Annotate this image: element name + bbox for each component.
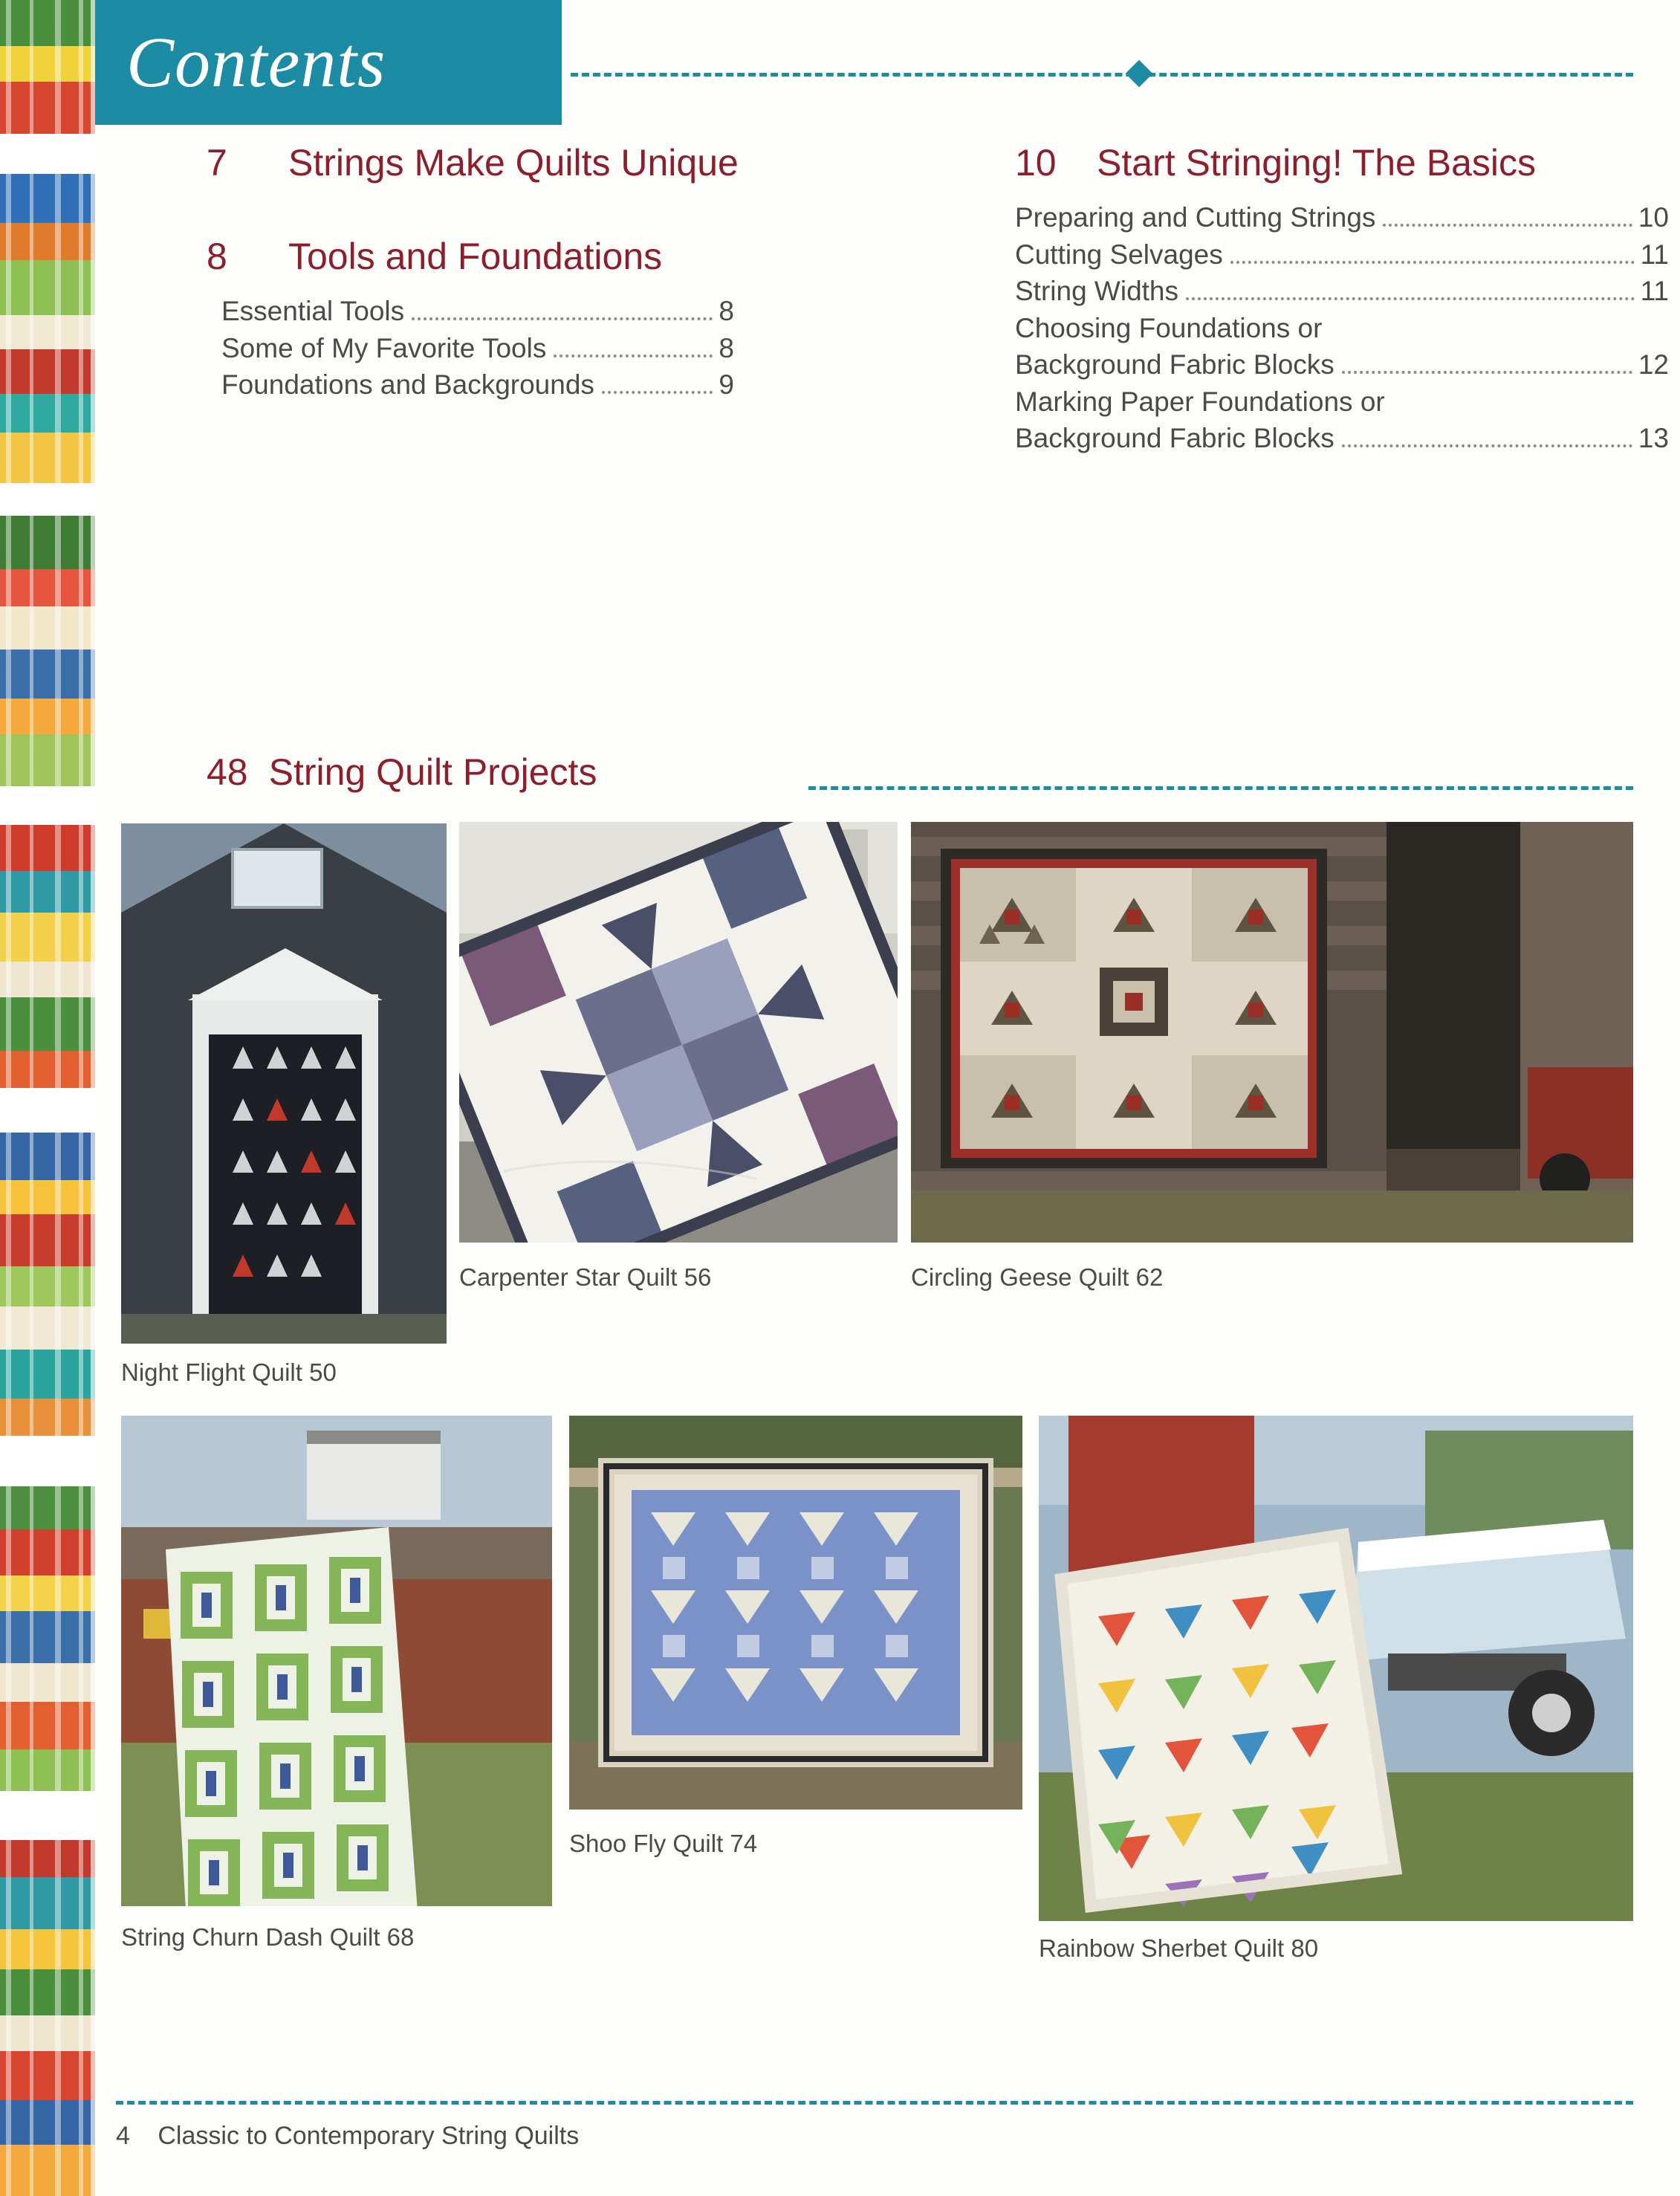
toc-section-page: 8 (207, 236, 227, 277)
page-body (95, 0, 1680, 2196)
project-caption-shoo-fly: Shoo Fly Quilt 74 (569, 1830, 758, 1857)
toc-entry[interactable] (1015, 236, 1669, 273)
toc-entry[interactable] (221, 366, 734, 404)
toc-section-heading[interactable] (207, 141, 994, 184)
toc-entry[interactable] (1015, 199, 1669, 236)
toc-section-heading[interactable] (207, 235, 994, 278)
project-photo-shoo-fly[interactable] (569, 1416, 1022, 1810)
footer-page-number: 4 (116, 2122, 130, 2150)
leader-dots (412, 317, 713, 320)
toc-section-title: Start Stringing! The Basics (1097, 142, 1537, 184)
toc-entry-label: String Widths (1015, 276, 1179, 307)
leader-dots (602, 391, 713, 394)
toc-entry-page: 11 (1640, 276, 1669, 307)
photo-art (569, 1416, 1022, 1810)
projects-divider (808, 786, 1633, 790)
project-photo-rainbow-sherbet[interactable] (1039, 1416, 1633, 1921)
toc-entry-page: 9 (719, 369, 734, 401)
toc-entry[interactable] (221, 293, 734, 330)
project-photo-string-churn-dash[interactable] (121, 1416, 552, 1906)
toc-entry-label: Preparing and Cutting Strings (1015, 202, 1376, 233)
toc-left-column (207, 141, 994, 404)
toc-entry[interactable] (1015, 310, 1669, 383)
project-caption-string-churn-dash: String Churn Dash Quilt 68 (121, 1923, 415, 1951)
toc-section-page: 7 (207, 142, 227, 184)
toc-section-title: Strings Make Quilts Unique (288, 142, 739, 184)
toc-entry-label: Essential Tools (221, 296, 405, 326)
toc-entry-page: 12 (1638, 349, 1669, 380)
toc-entry-label-line1: Choosing Foundations or (1015, 312, 1323, 343)
toc-entry-page: 11 (1640, 239, 1669, 270)
project-photo-circling-geese[interactable] (911, 822, 1633, 1243)
project-caption-circling-geese: Circling Geese Quilt 62 (911, 1263, 1164, 1291)
toc-entry[interactable] (221, 330, 734, 367)
projects-section-page: 48 (207, 751, 248, 793)
toc-entry-page: 13 (1638, 423, 1669, 454)
toc-entry-label-line2: Background Fabric Blocks (1015, 349, 1334, 380)
photo-art (121, 823, 447, 1344)
toc-entry-page: 10 (1638, 202, 1669, 233)
projects-section-heading[interactable] (207, 751, 597, 794)
photo-art (1039, 1416, 1633, 1921)
footer-divider (116, 2101, 1633, 2105)
toc-entry-label: Some of My Favorite Tools (221, 332, 547, 363)
photo-art (459, 822, 898, 1243)
toc-entry-label: Cutting Selvages (1015, 239, 1223, 270)
photo-art (911, 822, 1633, 1243)
leader-dots (1383, 224, 1632, 227)
toc-entry-label-line2: Background Fabric Blocks (1015, 423, 1334, 454)
toc-entry-label-line1: Marking Paper Foundations or (1015, 386, 1385, 417)
leader-dots (554, 354, 713, 357)
leader-dots (1230, 261, 1635, 264)
toc-entry[interactable] (1015, 273, 1669, 310)
project-caption-rainbow-sherbet: Rainbow Sherbet Quilt 80 (1039, 1934, 1319, 1962)
toc-right-column (1015, 141, 1669, 457)
footer (116, 2122, 579, 2151)
decorative-quilt-border (0, 0, 95, 2196)
banner-diamond-accent (1126, 60, 1153, 88)
toc-entry-page: 8 (719, 332, 734, 363)
photo-art (121, 1416, 552, 1906)
toc-entry-label: Foundations and Backgrounds (221, 369, 594, 401)
projects-section-title: String Quilt Projects (268, 751, 597, 793)
toc-section-title: Tools and Foundations (288, 236, 663, 277)
toc-subentry-list (1015, 199, 1669, 457)
project-caption-night-flight: Night Flight Quilt 50 (121, 1358, 337, 1386)
banner-divider (571, 73, 1633, 77)
toc-subentry-list (207, 293, 994, 404)
leader-dots (1342, 371, 1632, 374)
toc-entry[interactable] (1015, 383, 1669, 457)
leader-dots (1342, 444, 1632, 447)
toc-section-heading[interactable] (1015, 141, 1669, 184)
leader-dots (1186, 297, 1635, 300)
toc-entry-page: 8 (719, 296, 734, 326)
toc-section-page: 10 (1015, 142, 1057, 184)
footer-book-title: Classic to Contemporary String Quilts (158, 2122, 580, 2150)
project-photo-night-flight[interactable] (121, 823, 447, 1344)
project-caption-carpenter-star: Carpenter Star Quilt 56 (459, 1263, 712, 1291)
project-photo-carpenter-star[interactable] (459, 822, 898, 1243)
page-title: Contents (95, 0, 562, 125)
quilt-border-art (0, 0, 95, 2196)
